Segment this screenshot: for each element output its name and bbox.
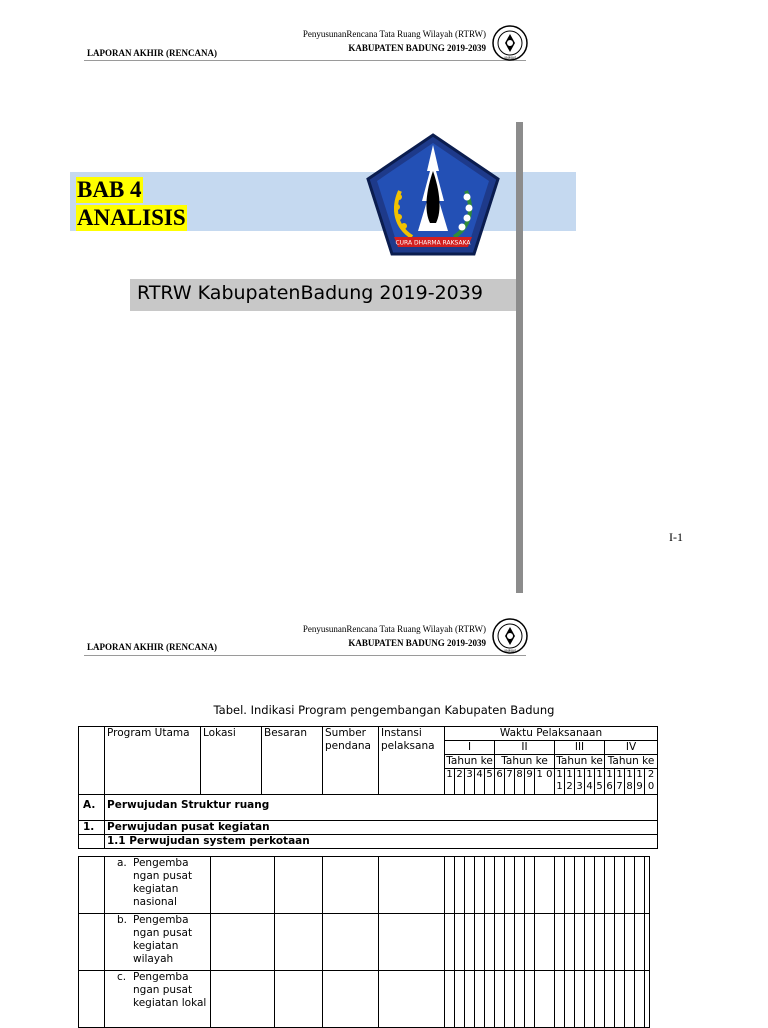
sub-a-number <box>79 857 105 914</box>
header-sumber: Sumber pendana <box>323 727 379 795</box>
year-cell: 6 <box>495 769 505 795</box>
tahun-label-4: Tahun ke <box>605 755 658 769</box>
header2-title-line1: PenyusunanRencana Tata Ruang Wilayah (RTRW) <box>302 624 486 634</box>
seal-caption-2: UNMAS <box>503 649 517 653</box>
year-cell: 1 3 <box>575 769 585 795</box>
chapter-title: ANALISIS <box>77 205 186 230</box>
year-cell: 1 5 <box>595 769 605 795</box>
sub-c-letter: c. <box>117 971 127 983</box>
header2-title-line2: KABUPATEN BADUNG 2019-2039 <box>348 638 486 648</box>
sub-a-text: Pengemba ngan pusat kegiatan nasional <box>133 857 193 908</box>
sub-b-text: Pengemba ngan pusat kegiatan wilayah <box>133 914 193 965</box>
sub-b-letter: b. <box>117 914 128 926</box>
year-cell: 2 0 <box>645 769 658 795</box>
sub-a-program <box>105 857 211 914</box>
year-cell: 1 8 <box>625 769 635 795</box>
row-1-label: Perwujudan pusat kegiatan <box>105 821 658 835</box>
program-subrows <box>78 856 650 1028</box>
cover-subtitle: RTRW KabupatenBadung 2019-2039 <box>137 282 483 304</box>
row-1-number: 1. <box>79 821 105 835</box>
sub-b-program <box>105 914 211 971</box>
subtitle-bar <box>130 279 518 311</box>
year-cell: 1 9 <box>635 769 645 795</box>
sub-c-text: Pengemba ngan pusat kegiatan lokal <box>133 971 207 1009</box>
header-title-line2: KABUPATEN BADUNG 2019-2039 <box>348 43 486 53</box>
tahun-label-1: Tahun ke <box>446 755 493 767</box>
tahun-label-2: Tahun ke <box>495 755 555 769</box>
phase-4: IV <box>605 741 658 755</box>
emblem-ribbon-text: CURA DHARMA RAKSAKA <box>395 239 471 247</box>
year-cell: 2 <box>455 769 465 795</box>
header2-report-label: LAPORAN AKHIR (RENCANA) <box>87 642 217 652</box>
year-cell: 1 2 <box>565 769 575 795</box>
row-a-number: A. <box>79 795 105 821</box>
header-waktu: Waktu Pelaksanaan <box>445 727 658 741</box>
year-cell: 3 <box>465 769 475 795</box>
header-cell-no <box>79 727 105 795</box>
year-cell: 9 <box>525 769 535 795</box>
vertical-divider <box>516 122 523 593</box>
sub-b-number <box>79 914 105 971</box>
header-besaran: Besaran <box>262 727 323 795</box>
year-cell: 1 7 <box>615 769 625 795</box>
row-11-number <box>79 835 105 849</box>
seal-caption: UNMAS <box>503 56 517 60</box>
year-cell: 7 <box>505 769 515 795</box>
header-report-label: LAPORAN AKHIR (RENCANA) <box>87 48 217 58</box>
sub-c-program <box>105 971 211 1028</box>
year-cell: 1 1 <box>555 769 565 795</box>
badung-emblem-icon <box>364 131 502 258</box>
year-cell: 8 <box>515 769 525 795</box>
row-11-label: 1.1 Perwujudan system perkotaan <box>105 835 658 849</box>
year-cell: 1 <box>445 769 455 795</box>
chapter-number: BAB 4 <box>77 177 142 202</box>
sub-a-letter: a. <box>117 857 127 869</box>
sub-c-number <box>79 971 105 1028</box>
table-caption: Tabel. Indikasi Program pengembangan Kabupaten Badung <box>213 703 555 717</box>
phase-3: III <box>555 741 605 755</box>
university-seal-icon-2 <box>491 617 529 655</box>
program-table <box>78 726 658 849</box>
phase-1: I <box>445 741 495 755</box>
university-seal-icon <box>491 24 529 62</box>
row-a-label: Perwujudan Struktur ruang <box>105 795 658 821</box>
year-cell: 4 <box>475 769 485 795</box>
year-cell: 5 <box>485 769 495 795</box>
header-rule <box>84 60 526 61</box>
year-cell: 1 0 <box>535 769 555 795</box>
header-lokasi: Lokasi <box>201 727 262 795</box>
header-program: Program Utama <box>105 727 201 795</box>
tahun-label-3: Tahun ke <box>556 755 603 767</box>
header-title-line1: PenyusunanRencana Tata Ruang Wilayah (RTRW) <box>302 29 486 39</box>
year-cell: 1 6 <box>605 769 615 795</box>
header2-rule <box>84 655 526 656</box>
header-instansi: Instansi pelaksana <box>379 727 445 795</box>
phase-2: II <box>495 741 555 755</box>
year-cell: 1 4 <box>585 769 595 795</box>
page-number: I-1 <box>669 530 683 544</box>
